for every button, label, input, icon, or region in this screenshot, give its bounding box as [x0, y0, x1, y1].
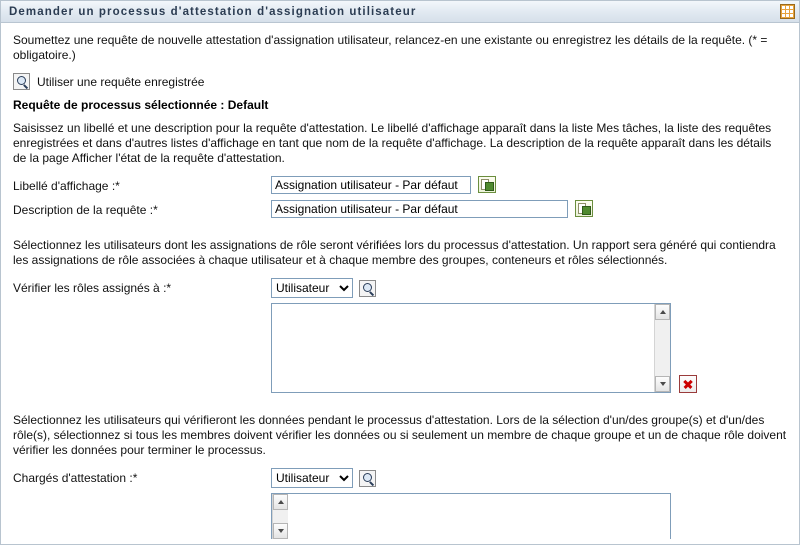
selected-request-label: Requête de processus sélectionnée : Default — [13, 98, 269, 112]
scroll-down-icon[interactable] — [655, 376, 670, 392]
display-label-row — [13, 176, 787, 194]
scroll-up-icon[interactable] — [273, 494, 288, 510]
request-description-caption: Description de la requête :* — [13, 203, 158, 217]
translate-icon[interactable] — [575, 200, 593, 217]
use-saved-request-link[interactable]: Utiliser une requête enregistrée — [37, 74, 205, 89]
delete-icon[interactable] — [679, 375, 697, 393]
grid-icon[interactable] — [780, 4, 795, 19]
verify-roles-select-row — [271, 278, 697, 298]
display-label-caption: Libellé d'affichage :* — [13, 179, 120, 193]
users-instructions: Sélectionnez les utilisateurs dont les assignations de rôle seront vérifiées lors du processus d'attestation. Un rapport sera généré qui contiendra les assignations de rôle associées à chaque utilisateur et à chaque membre des groupes, conteneurs et rôles sélectionnés. — [13, 238, 776, 267]
verify-roles-scrollbar[interactable] — [654, 304, 670, 392]
verify-roles-listbox-wrap — [271, 303, 697, 393]
attestors-row — [13, 468, 787, 539]
verify-roles-select[interactable] — [271, 278, 353, 298]
search-icon[interactable] — [359, 470, 376, 487]
page-content — [1, 23, 799, 545]
attestors-listbox-wrap — [271, 493, 671, 539]
saved-request-row — [13, 73, 787, 90]
scroll-down-icon[interactable] — [273, 523, 288, 539]
spacer — [13, 399, 787, 413]
verify-roles-row — [13, 278, 787, 393]
search-icon[interactable] — [359, 280, 376, 297]
attestors-caption: Chargés d'attestation :* — [13, 471, 138, 485]
search-icon[interactable] — [13, 73, 30, 90]
display-label-input[interactable] — [271, 176, 471, 194]
attestors-select-row — [271, 468, 671, 488]
attestors-instructions: Sélectionnez les utilisateurs qui vérifieront les données pendant le processus d'attestation. Lors de la sélection d'un/des groupe(s) et d'un/des rôle(s), sélectionnez si tous les membres doivent vérifier les données ou si seulement un membre de chaque groupe et un de chaque rôle doivent vérifier les données pour terminer le processus. — [13, 413, 787, 457]
verify-roles-listbox[interactable] — [271, 303, 671, 393]
page-title: Demander un processus d'attestation d'assignation utilisateur — [9, 5, 417, 18]
scroll-up-icon[interactable] — [655, 304, 670, 320]
description-instructions: Saisissez un libellé et une description pour la requête d'attestation. Le libellé d'affichage apparaît dans la liste Mes tâches, la liste des requêtes enregistrées et dans d'autres listes d'affichage en tant que nom de la requête d'affichage. La description de la requête apparaît dans les détails de la page Afficher l'état de la requête d'attestation. — [13, 121, 772, 165]
window-title-bar — [1, 1, 799, 23]
intro-text: Soumettez une requête de nouvelle attestation d'assignation utilisateur, relancez-en une existante ou enregistrez les détails de la requête. (* = obligatoire.) — [13, 33, 768, 62]
request-description-row — [13, 200, 787, 218]
spacer — [13, 224, 787, 238]
verify-roles-controls — [271, 278, 697, 393]
attestors-select[interactable] — [271, 468, 353, 488]
request-description-input[interactable] — [271, 200, 568, 218]
attestors-controls — [271, 468, 671, 539]
attestors-scrollbar[interactable] — [272, 494, 288, 539]
translate-icon[interactable] — [478, 176, 496, 193]
verify-roles-caption: Vérifier les rôles assignés à :* — [13, 281, 172, 295]
attestors-listbox[interactable] — [271, 493, 671, 539]
verify-roles-list-area[interactable] — [272, 304, 654, 392]
